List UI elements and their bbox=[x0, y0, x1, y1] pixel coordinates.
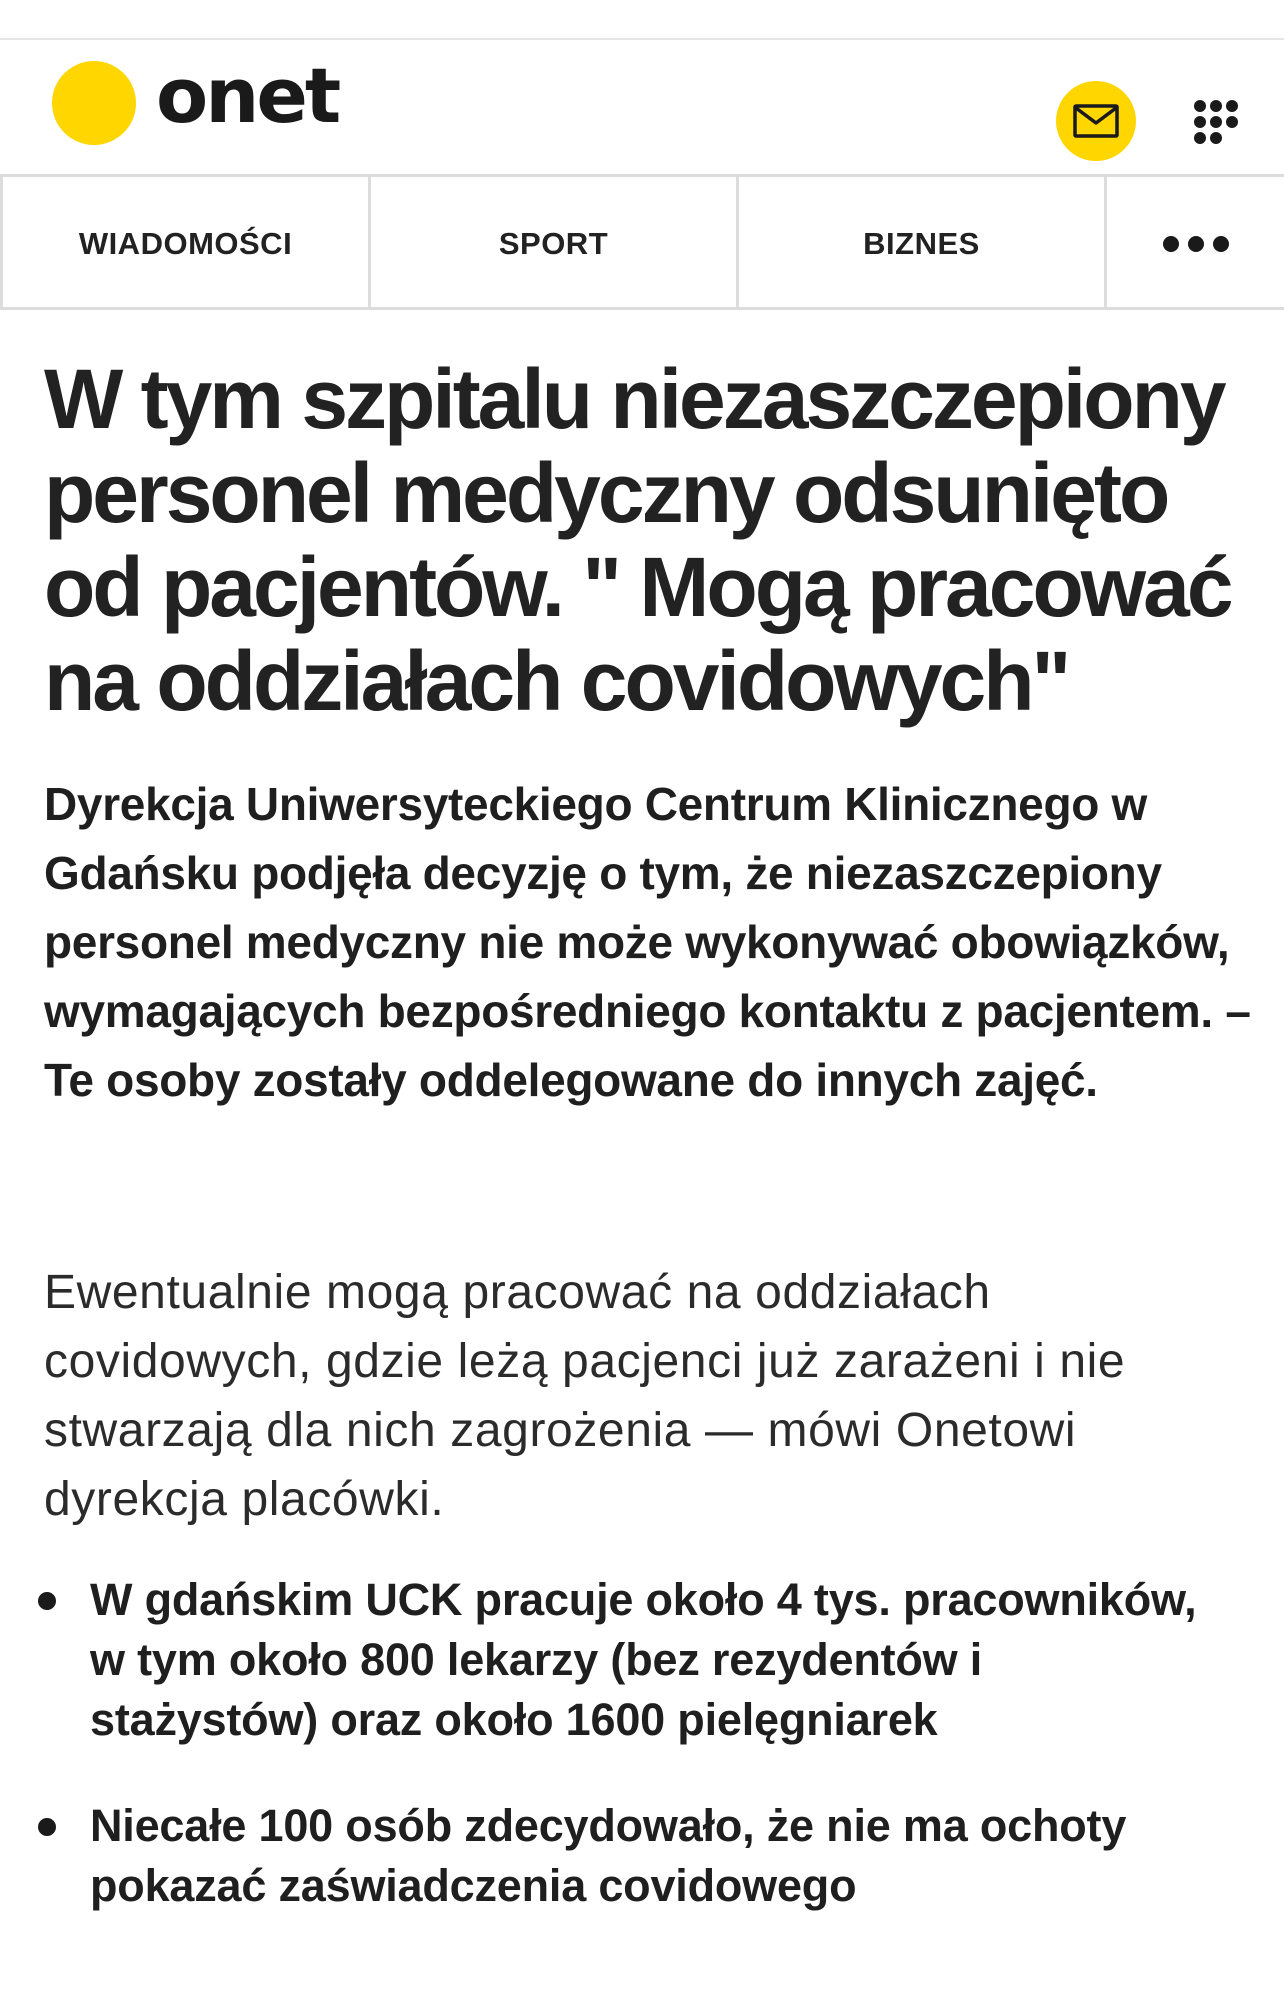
onet-logo[interactable] bbox=[52, 40, 338, 166]
more-dots-icon bbox=[1163, 236, 1229, 252]
bullet-text: Niecałe 100 osób zdecydowało, że nie ma ochoty pokazać zaświadczenia covidowego bbox=[90, 1800, 1127, 1911]
mail-button[interactable] bbox=[1056, 81, 1136, 161]
section-nav bbox=[0, 174, 1284, 310]
list-item bbox=[0, 1796, 1220, 1916]
apps-menu-button[interactable] bbox=[1192, 98, 1240, 146]
nav-item-biznes[interactable]: BIZNES bbox=[739, 177, 1107, 307]
logo-text: onet bbox=[156, 51, 339, 140]
list-item bbox=[0, 1570, 1220, 1750]
logo-dot bbox=[52, 61, 136, 145]
grid-dots-icon bbox=[1192, 98, 1240, 146]
bullet-dot bbox=[38, 1818, 56, 1836]
nav-more-button[interactable] bbox=[1107, 177, 1284, 307]
bullet-text: W gdańskim UCK pracuje około 4 tys. pracowników, w tym około 800 lekarzy (bez rezydentów i stażystów) oraz około 1600 pielęgniarek bbox=[90, 1574, 1197, 1745]
article-title: W tym szpitalu niezaszczepiony personel medyczny odsunięto od pacjentów. " Mogą pracować na oddziałach covidowych" bbox=[44, 352, 1231, 728]
article-paragraph: Ewentualnie mogą pracować na oddziałach covidowych, gdzie leżą pacjenci już zarażeni i nie stwarzają dla nich zagrożenia — mówi Onetowi dyrekcja placówki. bbox=[44, 1266, 1126, 1526]
article-lead: Dyrekcja Uniwersyteckiego Centrum Klinicznego w Gdańsku podjęła decyzję o tym, że niezaszczepiony personel medyczny nie może wykonywać obowiązków, wymagających bezpośredniego kontaktu z pacjentem. – Te osoby zostały oddelegowane do innych zajęć. bbox=[44, 778, 1251, 1106]
nav-item-wiadomosci[interactable]: WIADOMOŚCI bbox=[0, 177, 371, 307]
bullet-dot bbox=[38, 1592, 56, 1610]
site-header bbox=[0, 40, 1284, 174]
nav-item-sport[interactable]: SPORT bbox=[371, 177, 739, 307]
mail-icon bbox=[1073, 104, 1119, 138]
article-bullet-list bbox=[0, 1570, 1284, 1916]
